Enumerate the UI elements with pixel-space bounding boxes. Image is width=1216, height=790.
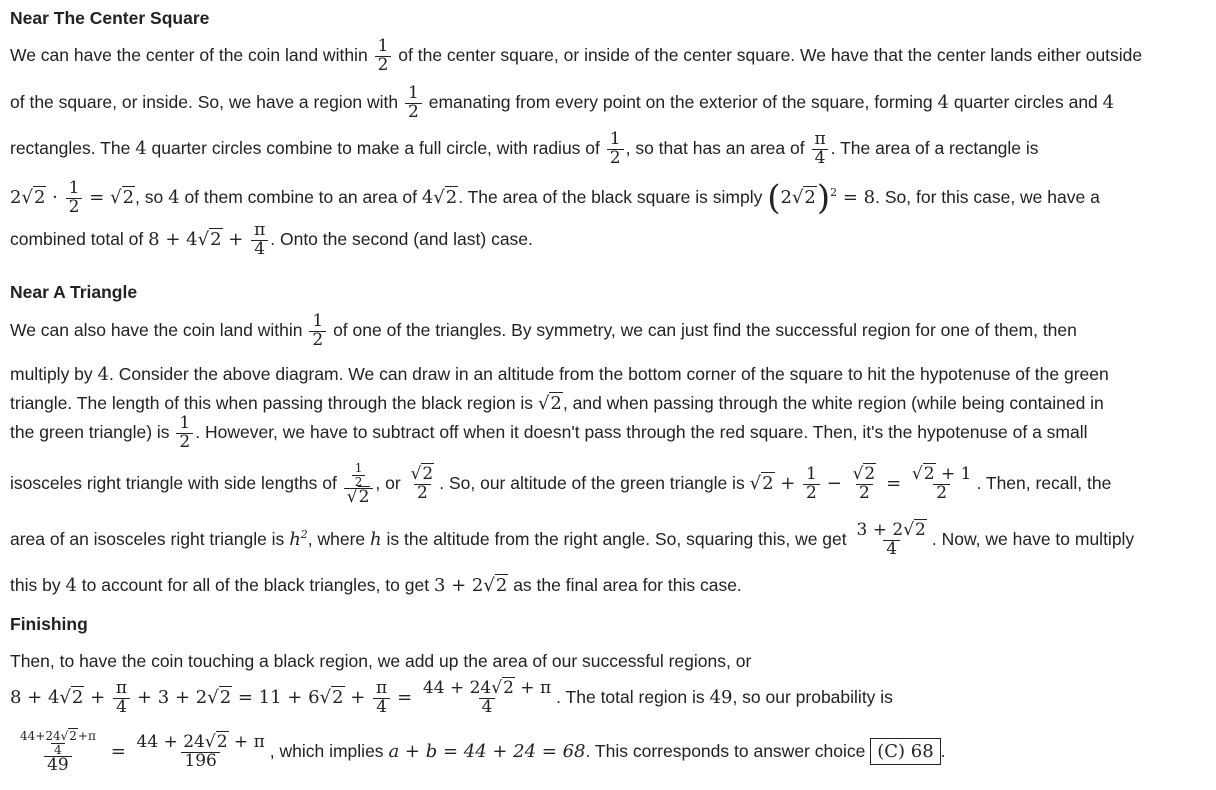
paragraph-line xyxy=(10,575,1210,596)
fraction-one-half: $\frac{1}{2}$ xyxy=(405,85,422,122)
math-operator: − xyxy=(826,473,848,495)
math-h: h xyxy=(370,528,382,550)
text-span: . So, for this case, we have a xyxy=(875,187,1100,207)
text-span: as the final area for this case. xyxy=(513,575,742,595)
text-span: . The area of the black square is simply xyxy=(458,187,763,207)
fraction-one-half: $\frac{1}{2}$ xyxy=(309,313,326,350)
math-fortynine: 49 xyxy=(709,686,733,708)
math-sum: a + b = 44 + 24 = 68 xyxy=(388,741,586,763)
text-span: multiply by xyxy=(10,364,93,384)
fraction-altitude: $\frac{√2 + 1}{2}$ xyxy=(911,464,972,504)
text-span: area of an isosceles right triangle is xyxy=(10,528,285,549)
heading-center-square: Near The Center Square xyxy=(10,8,210,28)
text-span: We can have the center of the coin land within xyxy=(10,44,368,65)
text-span: to account for all of the black triangles, to get xyxy=(81,575,430,595)
answer-box: (C) 68 xyxy=(870,738,940,765)
text-span: isosceles right triangle with side lengths of xyxy=(10,473,337,494)
text-span: . This corresponds to answer choice xyxy=(585,741,866,762)
math-operator: = xyxy=(397,686,418,708)
text-span: . The total region is xyxy=(556,686,705,707)
math-four: 4 xyxy=(937,91,949,113)
text-span: is the altitude from the right angle. So, squaring this, we get xyxy=(386,528,847,549)
text-span: Then, to have the coin touching a black region, we add up the area of our successful regions, or xyxy=(10,651,752,671)
paragraph-line xyxy=(10,651,1210,672)
fraction-pi-over-four: $\frac{\pi}{4}$ xyxy=(811,131,828,168)
fraction-total: $\frac{44 + 24√2 + \pi}{4}$ xyxy=(422,678,552,717)
math-h-squared: $h^2$ xyxy=(289,527,308,550)
text-span: combined total of xyxy=(10,228,144,249)
text-span: . The area of a rectangle is xyxy=(830,137,1039,158)
paragraph-line xyxy=(10,680,1210,717)
math-expression: 8 + 4√2 + xyxy=(10,686,111,708)
math-expression: 8 + 4√2 + xyxy=(148,228,250,250)
paragraph-line xyxy=(10,222,1210,259)
text-span: We can also have the coin land within xyxy=(10,319,303,340)
text-span: , and when passing through the white region (while being contained in xyxy=(562,393,1104,413)
math-expression: = √2 xyxy=(89,187,135,208)
math-expression: 4√2 xyxy=(421,187,458,208)
text-span: , where xyxy=(307,528,366,549)
fraction-probability-nested: $\frac{\frac{44+24√2+\pi}{4}}{49}$ xyxy=(20,729,96,776)
text-span: of one of the triangles. By symmetry, we can just find the successful region for one of them, then xyxy=(333,319,1077,340)
math-expression: 2√2 · xyxy=(10,187,64,208)
math-expression: √2 + xyxy=(749,473,802,495)
math-expression: 3 + 2√2 xyxy=(433,575,508,596)
heading-finishing: Finishing xyxy=(10,614,88,634)
math-sqrt2: √2 xyxy=(537,393,562,414)
text-span: . xyxy=(940,741,946,762)
paragraph-line xyxy=(10,38,1210,75)
paragraph-line xyxy=(10,313,1210,350)
text-span: , so that has an area of xyxy=(625,137,805,158)
text-span: the green triangle) is xyxy=(10,421,170,442)
text-span: , so xyxy=(135,187,164,207)
fraction-one-half: $\frac{1}{2}$ xyxy=(803,466,820,503)
heading-triangle: Near A Triangle xyxy=(10,282,138,302)
text-span: rectangles. The xyxy=(10,137,131,158)
fraction-one-half: $\frac{1}{2}$ xyxy=(176,415,193,452)
text-span: of the center square, or inside of the center square. We have that the center lands either outside xyxy=(398,44,1143,65)
paragraph-line xyxy=(10,85,1210,122)
text-span: , which implies xyxy=(269,741,384,762)
paragraph-line xyxy=(10,364,1210,385)
fraction-pi-over-four: $\frac{\pi}{4}$ xyxy=(113,680,130,717)
text-span: . Now, we have to multiply xyxy=(931,528,1135,549)
math-four: 4 xyxy=(135,137,147,159)
text-span: this by xyxy=(10,575,61,595)
paragraph-line xyxy=(10,462,1210,507)
text-span: , so our probability is xyxy=(732,686,893,707)
math-operator: = xyxy=(110,741,132,763)
paragraph-line xyxy=(10,730,1210,775)
text-span: emanating from every point on the exterior of the square, forming xyxy=(428,91,933,112)
text-span: quarter circles and xyxy=(953,91,1098,112)
fraction-pi-over-four: $\frac{\pi}{4}$ xyxy=(373,680,390,717)
math-four: 4 xyxy=(1102,91,1115,113)
text-span: of the square, or inside. So, we have a region with xyxy=(10,91,399,112)
math-four: 4 xyxy=(97,364,109,385)
text-span: . Onto the second (and last) case. xyxy=(270,228,533,249)
math-operator: = xyxy=(886,473,907,495)
paragraph-line xyxy=(10,178,1210,218)
text-span: of them combine to an area of xyxy=(184,187,417,207)
fraction-one-half: $\frac{1}{2}$ xyxy=(607,131,624,168)
math-four: 4 xyxy=(65,575,77,596)
fraction-sqrt2-over-2: $\frac{√2}{2}$ xyxy=(410,464,434,504)
fraction-area: $\frac{3 + 2√2}{4}$ xyxy=(856,520,926,559)
fraction-one-half: $\frac{1}{2}$ xyxy=(375,38,392,75)
math-expression: + 3 + 2√2 = 11 + 6√2 + xyxy=(136,686,372,708)
text-span: . However, we have to subtract off when it doesn't pass through the red square. Then, it's the hypotenuse of a small xyxy=(195,421,1088,442)
text-span: , or xyxy=(375,473,401,494)
fraction-probability: $\frac{44 + 24√2 + \pi}{196}$ xyxy=(136,732,265,772)
fraction-pi-over-four: $\frac{\pi}{4}$ xyxy=(251,222,268,259)
fraction-one-half: $\frac{1}{2}$ xyxy=(66,180,83,217)
math-expression: $(2√2)^2 = 8$ xyxy=(767,178,876,218)
math-four: 4 xyxy=(168,187,180,208)
text-span: . Then, recall, the xyxy=(976,473,1112,494)
text-span: . So, our altitude of the green triangle is xyxy=(439,473,745,494)
fraction-sqrt2-over-2: $\frac{√2}{2}$ xyxy=(852,464,876,504)
text-span: quarter circles combine to make a full circle, with radius of xyxy=(151,137,600,158)
paragraph-line xyxy=(10,415,1210,452)
fraction-nested: $\frac{\frac{1}{2}}{√2}$ xyxy=(344,462,374,507)
paragraph-line xyxy=(10,131,1210,168)
paragraph-line xyxy=(10,393,1210,414)
text-span: . Consider the above diagram. We can draw in an altitude from the bottom corner of the square to hit the hypotenuse of the green xyxy=(109,364,1109,384)
paragraph-line xyxy=(10,522,1210,559)
text-span: triangle. The length of this when passing through the black region is xyxy=(10,393,534,413)
